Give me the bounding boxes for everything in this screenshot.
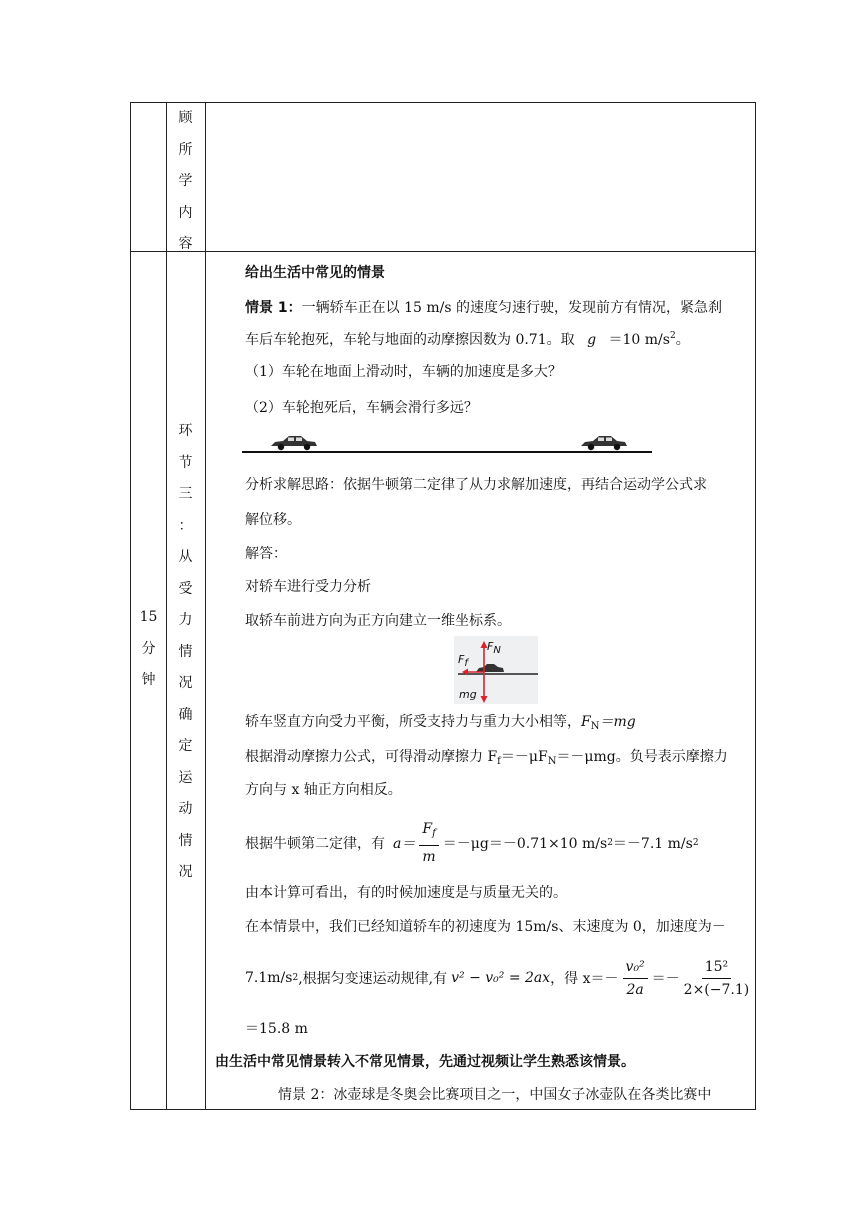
friction-text: 根据滑动摩擦力公式，可得滑动摩擦力 F: [245, 749, 498, 765]
g-exponent: 2: [669, 331, 676, 341]
result: ＝15.8 m: [245, 1021, 308, 1037]
row1-stage-label: [166, 103, 205, 261]
row1.col2_chars-char: 容: [178, 236, 193, 252]
row2.stage_chars-char: 动: [178, 801, 193, 817]
g-symbol: g: [587, 332, 597, 348]
column-divider-2: [205, 103, 206, 1109]
newton-rest2: ＝－7.1 m/s: [612, 836, 693, 852]
friction-sub2: N: [547, 756, 557, 767]
row-divider: [131, 251, 755, 252]
row2.stage_chars-char: ：: [178, 517, 193, 534]
row2.stage_chars-char: 况: [178, 675, 193, 691]
newton-rest: ＝－μg＝－0.71×10 m/s: [442, 836, 608, 852]
friction-line2: 方向与 x 轴正方向相反。: [245, 782, 402, 798]
balance-eq-sub: N: [590, 721, 600, 732]
fraction-numbers: $\frac{\text{15²}}{2\times(-7.1)}$: [684, 956, 750, 1001]
question-2: （2）车轮抱死后，车辆会滑行多远？: [245, 400, 478, 416]
row1.col2_chars-char: 所: [178, 141, 193, 158]
row2.stage_chars-char: 情: [178, 832, 193, 849]
scene1-label: 情景 1：: [245, 300, 302, 316]
balance-text: 轿车竖直方向受力平衡，所受支持力与重力大小相等，: [245, 714, 581, 730]
newton-equation: [245, 818, 699, 868]
newton-exp: 2: [607, 838, 613, 848]
row2.stage_chars-char: 确: [178, 706, 193, 723]
force-analysis: 对轿车进行受力分析: [245, 579, 371, 595]
row2.time_chars-char: 15: [139, 609, 158, 625]
row2.time_chars-char: 分: [141, 640, 156, 657]
car-icon: [581, 436, 627, 450]
mass-note: 由本计算可看出，有的时候加速度是与质量无关的。: [245, 885, 567, 901]
road-illustration: [242, 430, 654, 456]
row1.col2_chars-char: 内: [178, 204, 193, 221]
time-label: [131, 602, 166, 697]
row2.stage_chars-char: 力: [178, 612, 193, 628]
accel-exp: 2: [292, 973, 299, 983]
g-value: ＝10 m/s: [608, 332, 670, 348]
row2.stage_chars-char: 况: [178, 864, 193, 880]
row2.stage_chars-char: 从: [178, 549, 193, 565]
scene1-line1: [245, 297, 722, 317]
answer-label: 解答：: [245, 546, 287, 562]
scene2-line: 情景 2：冰壶球是冬奥会比赛项目之一，中国女子冰壶队在各类比赛中: [278, 1087, 712, 1103]
friction-force-label: Ff: [458, 653, 468, 669]
row1.col2_chars-char: 学: [178, 173, 193, 189]
coordinate-system: 取轿车前进方向为正方向建立一维坐标系。: [245, 613, 511, 629]
friction-line1: [245, 746, 728, 767]
accel-text2: ,根据匀变速运动规律,有: [298, 971, 448, 987]
normal-force-label: FN: [487, 640, 501, 656]
row2.stage_chars-char: 三: [178, 486, 193, 502]
scene1-text-b: 车后车轮抱死，车轮与地面的动摩擦因数为 0.71。取: [245, 332, 575, 348]
gravity-label: mg: [459, 688, 477, 701]
friction-mid: ＝－μF: [500, 749, 548, 765]
newton-fraction: $\frac{F_f}{m}$: [419, 818, 438, 868]
balance-eq: F: [581, 714, 591, 730]
g-end: 。: [675, 332, 690, 348]
row1.col2_chars-char: 顾: [178, 110, 193, 126]
newton-exp2: 2: [692, 838, 699, 848]
stage-label: [166, 416, 205, 889]
analysis-line2: 解位移。: [245, 512, 301, 528]
eq-mid: ＝－: [651, 971, 680, 987]
friction-end: ＝－μmg。负号表示摩擦力: [556, 749, 728, 765]
newton-a: a＝: [393, 836, 416, 852]
question-1: （1）车轮在地面上滑动时，车辆的加速度是多大？: [245, 364, 562, 380]
accel-text: 7.1m/s: [245, 970, 293, 986]
row2.time_chars-char: 钟: [141, 672, 156, 688]
row2.stage_chars-char: 节: [178, 454, 193, 471]
transition-note: 由生活中常见情景转入不常见情景，先通过视频让学生熟悉该情景。: [215, 1054, 635, 1070]
analysis-line1: 分析求解思路：依据牛顿第二定律了从力求解加速度，再结合运动学公式求: [245, 477, 707, 493]
newton-label: 根据牛顿第二定律，有: [245, 836, 385, 852]
scene1-line2: [245, 329, 690, 349]
scene-known: 在本情景中，我们已经知道轿车的初速度为 15m/s、末速度为 0，加速度为－: [245, 919, 726, 935]
car-icon: [271, 436, 317, 450]
friction-sub: f: [497, 756, 501, 767]
fraction-v0: $\frac{\text{v₀²}}{2a}$: [623, 956, 648, 1001]
kinematics-line: [245, 950, 753, 1006]
kinematic-equation: v² − v₀² = 2ax: [451, 970, 551, 986]
kin-mid: ，得 x＝－: [550, 971, 619, 987]
row2.stage_chars-char: 运: [178, 769, 193, 786]
row2.stage_chars-char: 情: [178, 643, 193, 660]
balance-eq-end: ＝mg: [599, 714, 636, 730]
balance-line: [245, 711, 636, 732]
scene1-text-a: 一辆轿车正在以 15 m/s 的速度匀速行驶，发现前方有情况，紧急刹: [301, 300, 722, 316]
force-diagram: [454, 636, 538, 704]
row2.stage_chars-char: 定: [178, 738, 193, 754]
row2.stage_chars-char: 受: [178, 580, 193, 597]
section-heading: 给出生活中常见的情景: [245, 265, 385, 281]
row2.stage_chars-char: 环: [178, 423, 193, 439]
